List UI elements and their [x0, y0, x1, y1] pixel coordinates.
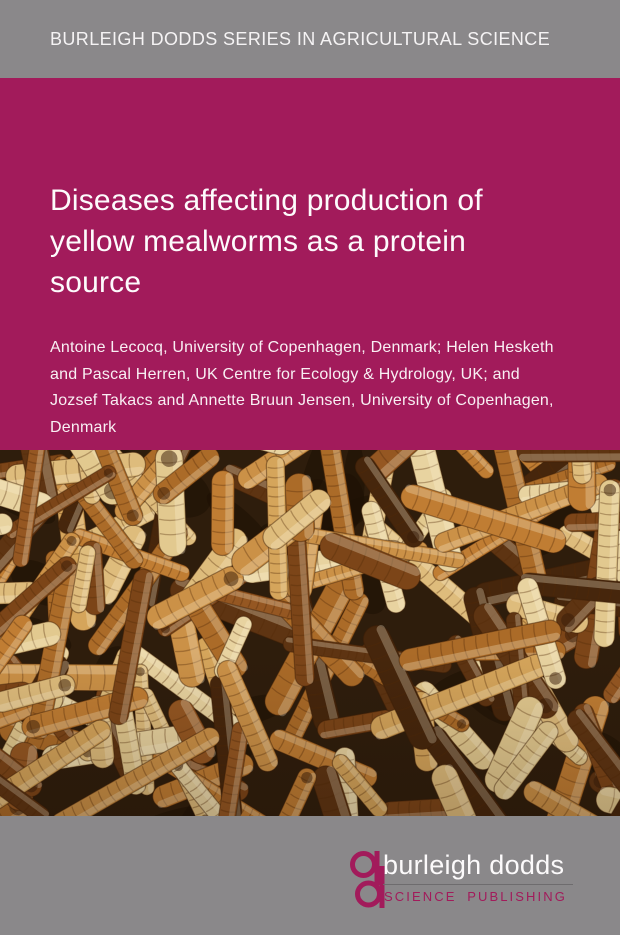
author-line: Denmark	[50, 418, 117, 436]
cover-title-line: Diseases affecting production of	[50, 184, 483, 217]
author-line: and Pascal Herren, UK Centre for Ecology & Hydrology, UK; and	[50, 365, 520, 383]
author-line: Jozsef Takacs and Annette Bruun Jensen, University of Copenhagen,	[50, 392, 554, 409]
publisher-logo-text	[383, 850, 575, 904]
cover-photo-mealworms	[0, 450, 620, 816]
cover-title-line: yellow mealworms as a protein	[50, 225, 466, 258]
cover-title	[50, 180, 590, 303]
publisher-tagline: SCIENCE PUBLISHING	[384, 889, 567, 904]
series-banner	[0, 0, 620, 78]
mealworms-illustration	[0, 450, 620, 816]
publisher-name: burleigh dodds	[383, 850, 565, 880]
publisher-bar	[0, 816, 620, 935]
publisher-logo	[0, 816, 620, 935]
author-line: Antoine Lecocq, University of Copenhagen, Denmark; Helen Hesketh	[50, 339, 554, 356]
series-banner-text: BURLEIGH DODDS SERIES IN AGRICULTURAL SCIENCE	[50, 28, 551, 49]
title-panel	[0, 78, 620, 450]
cover-title-line: source	[50, 266, 142, 299]
cover-authors	[50, 335, 590, 441]
logo-divider	[383, 884, 573, 885]
